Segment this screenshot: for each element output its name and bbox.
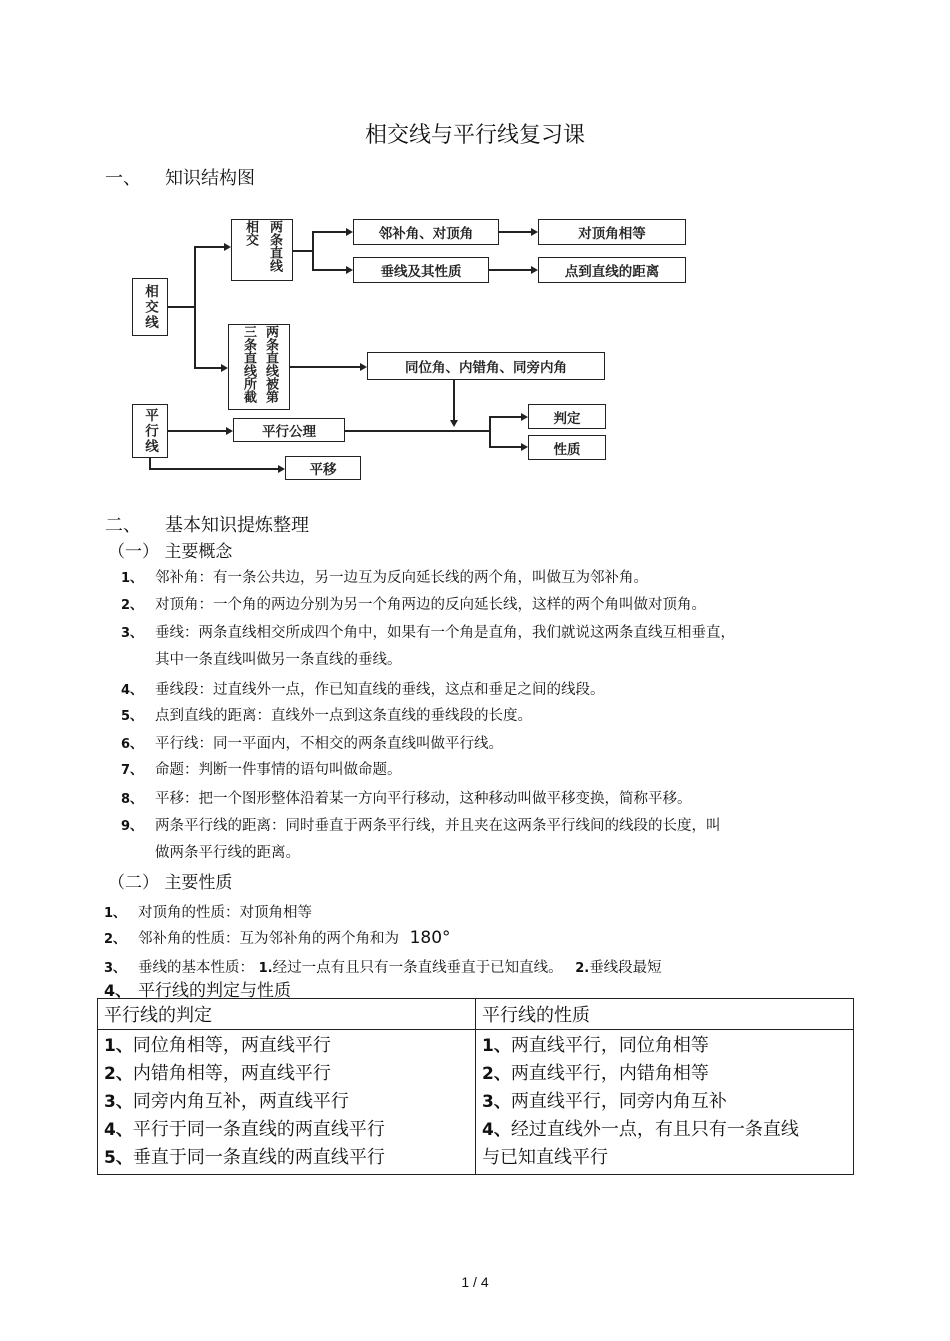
arrow-icon	[346, 266, 353, 274]
concept-item: 1、 邻补角：有一条公共边，另一边互为反向延长线的两个角，叫做互为邻补角。	[121, 570, 648, 586]
section1-heading: 知识结构图	[165, 168, 255, 189]
diagram-liangtiao: 两条直线相交	[231, 219, 293, 281]
concept-item: 2、 对顶角：一个角的两边分别为另一个角两边的反向延长线，这样的两个角叫做对顶角。	[121, 597, 706, 613]
arrow-icon	[521, 443, 528, 451]
connector	[312, 231, 314, 270]
table-cell-left	[98, 1030, 476, 1175]
list-item: 4、经过直线外一点，有且只有一条直线	[482, 1119, 799, 1140]
concept-item: 6、 平行线：同一平面内，不相交的两条直线叫做平行线。	[121, 736, 503, 752]
property-item: 2、 邻补角的性质：互为邻补角的两个角和为 180°	[104, 928, 451, 948]
connector	[194, 246, 196, 368]
diagram-chuixian: 垂线及其性质	[353, 257, 489, 283]
diagram-gongli: 平行公理	[233, 418, 345, 442]
list-item-continuation: 与已知直线平行	[482, 1147, 608, 1168]
list-item: 2、内错角相等，两直线平行	[104, 1063, 331, 1084]
arrow-icon	[360, 363, 367, 371]
property-item: 3、 垂线的基本性质： 1.经过一点有且只有一条直线垂直于已知直线。 2.垂线段最短	[104, 960, 662, 976]
connector	[489, 416, 491, 447]
page-number: 1 / 4	[461, 1274, 489, 1290]
arrow-icon	[224, 243, 231, 251]
connector	[312, 269, 346, 271]
arrow-icon	[531, 266, 538, 274]
diagram-sanxian: 两条直线被第三条直线所截	[228, 324, 290, 410]
connector	[194, 367, 221, 369]
diagram-juli: 点到直线的距离	[538, 257, 686, 283]
property-item: 4、 平行线的判定与性质	[104, 981, 291, 1001]
concept-item: 5、 点到直线的距离：直线外一点到这条直线的垂线段的长度。	[121, 708, 532, 724]
angle-sum-value: 180°	[409, 928, 451, 948]
properties-heading: （二） 主要性质	[108, 873, 233, 893]
arrow-icon	[278, 465, 285, 473]
concept-item: 7、 命题：判断一件事情的语句叫做命题。	[121, 762, 402, 778]
diagram-linbujiao: 邻补角、对顶角	[353, 219, 499, 245]
diagram-tongwei: 同位角、内错角、同旁内角	[367, 352, 605, 380]
diagram-pingyi: 平移	[285, 456, 361, 480]
diagram-panding: 判定	[528, 404, 606, 429]
arrow-icon	[531, 228, 538, 236]
connector	[453, 380, 455, 420]
list-item: 3、同旁内角互补，两直线平行	[104, 1091, 349, 1112]
section2-number: 二、	[105, 515, 141, 536]
table-header-row	[98, 999, 854, 1030]
arrow-icon	[346, 228, 353, 236]
section2-heading: 基本知识提炼整理	[165, 515, 309, 536]
diagram-duidingjiao: 对顶角相等	[538, 219, 686, 245]
arrow-icon	[521, 413, 528, 421]
arrow-icon	[221, 364, 228, 372]
parallel-lines-table	[97, 998, 854, 1175]
property-item: 1、 对顶角的性质：对顶角相等	[104, 905, 312, 921]
concept-item: 3、 垂线：两条直线相交所成四个角中，如果有一个角是直角，我们就说这两条直线互相垂直， 其中一条直线叫做另一条直线的垂线。	[121, 625, 735, 668]
list-item: 3、两直线平行，同旁内角互补	[482, 1091, 727, 1112]
connector	[293, 250, 313, 252]
table-header-right: 平行线的性质	[476, 999, 854, 1030]
concept-item: 4、 垂线段：过直线外一点，作已知直线的垂线，这点和垂足之间的线段。	[121, 682, 605, 698]
connector	[345, 430, 490, 432]
connector	[499, 231, 531, 233]
arrow-down-icon	[450, 420, 458, 427]
list-item: 1、两直线平行，同位角相等	[482, 1035, 709, 1056]
list-item: 2、两直线平行，内错角相等	[482, 1063, 709, 1084]
diagram-xiangjiaoxian: 相交线	[132, 278, 168, 336]
table-row	[98, 1030, 854, 1175]
connector	[489, 416, 521, 418]
connector	[312, 231, 346, 233]
diagram-pingxingxian: 平行线	[132, 404, 168, 458]
section1-number: 一、	[105, 168, 141, 189]
list-item: 5、垂直于同一条直线的两直线平行	[104, 1147, 385, 1168]
table-header-left: 平行线的判定	[98, 999, 476, 1030]
arrow-icon	[226, 427, 233, 435]
connector	[168, 430, 226, 432]
diagram-xingzhi: 性质	[528, 435, 606, 460]
concept-item: 9、 两条平行线的距离：同时垂直于两条平行线，并且夹在这两条平行线间的线段的长度，叫 做两条平行线的距离。	[121, 818, 721, 861]
concepts-heading: （一） 主要概念	[108, 542, 233, 562]
connector	[489, 269, 531, 271]
connector	[149, 468, 278, 470]
connector	[290, 366, 360, 368]
connector	[168, 306, 195, 308]
connector	[194, 246, 224, 248]
list-item: 4、平行于同一条直线的两直线平行	[104, 1119, 385, 1140]
table-cell-right	[476, 1030, 854, 1175]
connector	[489, 446, 521, 448]
page-title: 相交线与平行线复习课	[364, 123, 585, 148]
concept-item: 8、 平移：把一个图形整体沿着某一方向平行移动，这种移动叫做平移变换，简称平移。	[121, 791, 692, 807]
list-item: 1、同位角相等，两直线平行	[104, 1035, 331, 1056]
